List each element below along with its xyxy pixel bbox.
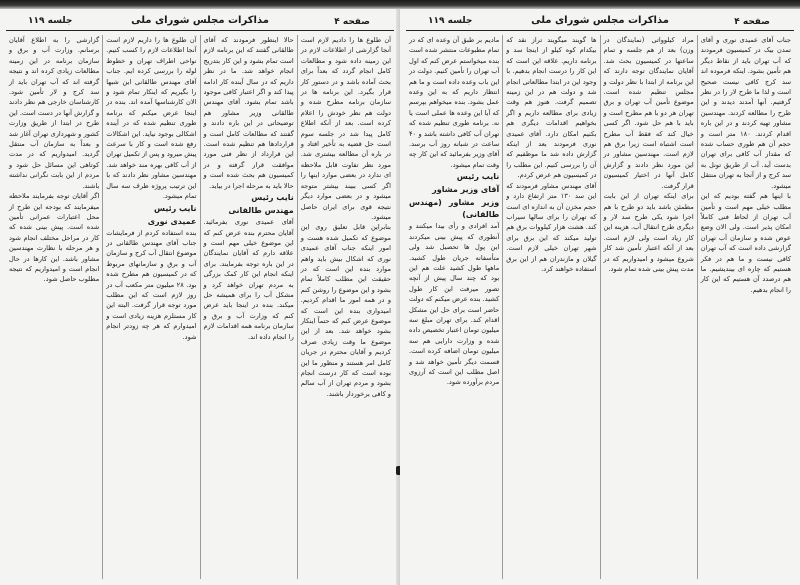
column-text: بنده استفاده کردم از فرمایشات جناب آقای مهندس طالقانی در موضوع انتقال آب کرج و سازمان آب و برق و سازمانهای مربوط که در کمیسیون هم مطرح شده بود. ۲۸ میلیون متر مکعب آب در روز لازم است که این مطلب مورد توجه قرار گرفت. البته این کار مستلزم هزینه زیادی است و امیدوارم که هر چه زودتر انجام شود. [106,228,197,341]
speaker-heading: نایب رئیس [154,203,197,213]
column-3 [503,35,600,579]
column-text: حالا اینطور فرمودند که آقای طالقانی گفتند که این برنامه لازم است تمام بشود و این کار بتدریج انجام خواهد شد. ما در نظر داریم که در سال آینده کار ادامه پیدا کند و اگر اعتبار کافی موجود باشد تمام بشود. آقای مهندس طالقانی وزیر مشاور هم توضیحاتی در این باره دادند و گفتند که مطالعات کامل است و قراردادها هم تنظیم شده است. این قرارداد از نظر فنی مورد موافقت قرار گرفته و در کمیسیون هم بحث شده است و حالا باید به مرحله اجرا در بیاید. [203,36,294,190]
speaker-heading: عمیدی نوری [147,216,197,226]
session-number: جلسه ۱۱۹ [28,16,73,26]
column-text: آقای عمیدی نوری بفرمائید. آقایان محترم بنده عرض کنم که این موضوع خیلی مهم است و علاقه دارم که آقایان نمایندگان در این باره توجه بفرمایند. برای اینکه انجام این کار کمک بزرگی به مردم تهران خواهد کرد و مشکل آب را برای همیشه حل میکند. بنده در اینجا باید عرض کنم که وزارت آب و برق و سازمان برنامه همه اقدامات لازم را انجام داده اند. [203,218,294,341]
right-page-columns [406,35,794,579]
column-text: با اینها هم گفته بودیم که این مطلب خیلی مهم است و تأمین آب تهران از لحاظ فنی کاملاً امکان پذیر است. ولی الان وضع عوض شده و سازمان آب تهران گزارشی داده است که آب تهران کافی نیست و ما هم در فکر هستیم که چاره ای بیندیشیم. ما هم درصدد آن هستیم که این کار را انجام بدهیم. [700,192,791,294]
page-number: صفحه ۴ [334,17,370,27]
header-rule [6,30,394,31]
column-text: گزارشی را به اطلاع آقایان برسانم. وزارت آب و برق و سازمان برنامه در این زمینه مطالعات زیادی کرده اند و نتیجه گرفته اند که آب تهران باید از سد کرج و لار تأمین شود. کارشناسان خارجی هم نظر دادند و گزارش آنها در دست است. این طرح در ابتدا از طریق وزارت کشور و شهرداری تهران آغاز شد و بعداً به سازمان آب منتقل گردید. امیدواریم که در مدت کوتاهی این مسائل حل شود و مردم از این بابت نگرانی نداشته باشند. [9,36,100,190]
session-number: جلسه ۱۱۹ [428,16,473,26]
column-text: آقای مهندس مشاور فرمودند که این سد ۱۳۰ متر ارتفاع دارد و حجم مخزن آن به اندازه ای است که تهران را برای سالها سیراب کند. هشت هزار کیلووات برق هم تولید میکند که این برق برای شهر تهران خیلی لازم است. گیلان و مازندران هم از این برق استفاده خواهند کرد. [506,181,597,273]
column-1 [298,35,394,579]
column-text: آمد افرادی و رأی بیدا میکنند و آنطوری که پیش بینی میکردند این پول ها تحصیل شد ولی متأسفانه جریان طول کشید. ماهها طول کشید علت هم این بود که چند سال پیش از آنچه تصور میرفت این کار طول کشید. بنده عرض میکنم که دولت حاضر است برای حل این مشکل اقدام کند. برای تهران مبلغ سه میلیون تومان اعتبار تخصیص داده شده و وزارت دارایی هم سه میلیون تومان اضافه کرده است. قسمت دیگر تأمین خواهد شد و اصل مطلب این است که آرزوی مردم برآورده شود. [409,222,500,387]
column-text: مراد کیلوواتی (نمایندگان در وزن) بعد از هم جلسه و تمام ساعتها در کمیسیون بحث شد. آقایان نمایندگان توجه دارند که این برنامه از ابتدا با نظر دولت و مجلس تنظیم شده است. موضوع تأمین آب تهران و برق تهران هر دو با هم مطرح است و باید با هم حل شود. اگر کسی خیال کند که فقط آب مطرح است اشتباه است زیرا برق هم لازم است. مهندسین مشاور در این مورد نظر دادند و گزارش کامل آنها در اختیار کمیسیون قرار گرفت. [603,36,694,190]
column-2 [601,35,698,579]
speaker-heading: نایب رئیس [251,193,294,203]
column-text: برای اینکه تهران از این بابت مطمئن باشد باید دو طرح با هم اجرا شود یکی طرح سد لار و دیگری طرح انتقال آب. هزینه این کار زیاد است ولی لازم است. بعد از آنکه اعتبار تأمین شد کار شروع میشود و امیدواریم که در مدت پیش بینی شده تمام شود. [603,192,694,273]
column-text: بنابراین قابل تعلیق روی این موضوع که تکمیل شده هست و امور اینکه جناب آقای عمیدی نوری که اشکال بیش باید واهم موارد بنده این است که در حقیقت این مطلب کاملاً تمام بشود و این موضوع را روشن کنم و در همه امور ما اقدام کردیم. امیدواری بنده این است که موضوع عرض کنم که حتماً اینکار بشود خواهد شد. بعد از این موضوع ما وقت زیادی صرف کردیم و آقایان محترم در جریان کامل امر هستند و منظور ما این بوده است که کار درست انجام بشود و مردم تهران از آب سالم و کافی برخوردار باشند. [300,223,391,398]
scan-top-shadow [0,0,800,9]
publication-title: مذاکرات مجلس شورای ملی [531,15,669,26]
column-text: آن طلوع ها را داریم لازم است آنجا اطلاعات لازم را کسب کنیم. نواحی اطراف تهران و خطوط لوله را بررسی کرده ایم. جناب آقای مهندس طالقانی این شبها را بگیریم که اینکار تمام شود و الان کارشناسها آمده اند. بنده در اینجا عرض میکنم که برنامه طوری تنظیم شده که در آینده اشکالی بوجود نیاید. این اشکالات رفع شده است و کار با سرعت پیش میرود و پس از تکمیل تهران از آب کافی بهره مند خواهد شد. مهندسین مشاور نظر دادند که با این ترتیب پروژه ظرف سه سال تمام میشود. [106,36,197,201]
left-page [0,9,400,585]
column-2 [201,35,298,579]
column-1 [698,35,794,579]
right-page-header [410,13,790,31]
column-text: جناب آقای عمیدی نوری و آقای تمدن بیک در کمیسیون فرمودند که آب تهران باید از نقاط دیگر هم تأمین بشود. اینکه فرموده اند سد کرج کافی نیست صحیح است و لذا ما طرح لار را در نظر گرفتیم. آنها آمدند دیدند و این طرح را مطالعه کردند. مهندسین مشاور تهیه کردند و در این باره اقدام کردند. ۱۸۰ متر است و حجم آن هم طوری حساب شده که مقدار آب کافی برای تهران بدست آید. آب از طریق تونل به سد کرج و از آنجا به تهران منتقل میشود. [700,36,791,190]
speaker-heading: نایب رئیس [456,172,500,182]
column-text: ها گویند میگویند تراز نقد که بیکدام کوه کیلو از اینجا سد و برنامه داریم. علاقه این است که این کار را درست انجام بدهیم. با وجود این در ابتدا مطالعاتی انجام شد و دولت هم در این زمینه تصمیم گرفت. هنوز هم وقت زیادی برای مطالعه داریم و اگر بخواهیم اقدامات دیگری هم بکنیم امکان دارد. آقای عمیدی نوری فرمودند بعد از اینکه گزارش داده شد ما موظفیم که آن را بررسی کنیم. این مطلب را در کمیسیون هم عرض کردم. [506,36,597,180]
column-4 [406,35,503,579]
page-number: صفحه ۴ [734,17,770,27]
column-text: مادیم بر طبق آن وعده ای که در تمام مطبوعات منتشر شده است بنده میخواستم عرض کنم که اول آب تهران را تأمین کنیم. دولت در این باب وعده داده است و ما هم انتظار داریم که به این وعده عمل بشود. بنده میخواهم بپرسم که آیا این وعده ها عملی است یا نه. برنامه طوری تنظیم شده که تهران آب کافی داشته باشد و ۴۰ ساعت در شبانه روز آب برسد. آقای وزیر بفرمائید که این کار چه وقت تمام میشود. [409,36,500,169]
publication-title: مذاکرات مجلس شورای ملی [131,15,269,26]
column-3 [103,35,200,579]
speaker-heading: مهندس طالقانی [228,206,294,216]
left-page-header [10,13,390,31]
left-page-columns [6,35,394,579]
speaker-heading: وزیر مشاور (مهندس طالقانی) [409,198,500,220]
column-text: آن طلوع ها را دادیم لازم است آنجا گزارشی از اطلاعات لازم در این زمینه داده شود و مطالعات کامل انجام گردد که بعداً برای بحث آماده باشد و در دستور کار قرار بگیرد. این برنامه ها در سازمان برنامه مطرح شده و دولت هم نظر خودش را اعلام کرده است. بعد از آنکه اطلاع کامل پیدا شد در جلسه سوم است حل قضیه به تأخیر افتاد و در باره آن مطالعه بیشتری شد. مورد نظر تفاوت قابل ملاحظه ای ندارد در بعضی موارد اینها را اگر کسی ببیند بیشتر متوجه میشود و در بعضی موارد دیگر نتیجه قوی برای ایران حاصل میشود. [300,36,391,221]
column-text: اگر آقایان توجه بفرمایند ملاحظه میفرمایند که بودجه این طرح از محل اعتبارات عمرانی تأمین شده است. پیش بینی شده که کار در مراحل مختلف انجام شود و هر مرحله با نظارت مهندسین مشاور باشد. این کارها در حال انجام است و امیدواریم که نتیجه مطلوب حاصل شود. [9,192,100,284]
right-page [400,9,800,585]
column-4 [6,35,103,579]
header-rule [406,30,794,31]
speaker-heading: آقای وزیر مشاور [432,185,500,195]
